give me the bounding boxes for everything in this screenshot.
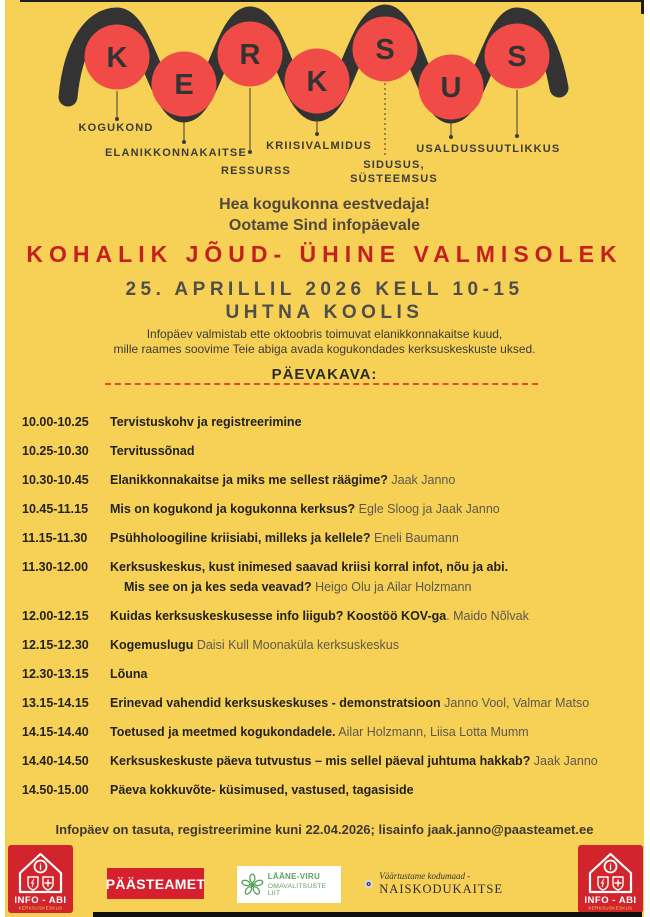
page-corner-mark — [641, 0, 644, 14]
circle-letter-s2: S — [507, 41, 527, 73]
info-abi-title: INFO - ABI — [584, 895, 637, 906]
schedule-row — [22, 472, 640, 488]
schedule-presenters: Jaak Janno — [530, 754, 598, 768]
schedule-row — [22, 530, 640, 546]
schedule-row — [22, 443, 640, 459]
event-description — [5, 327, 644, 357]
schedule-row — [22, 695, 640, 711]
event-title: KOHALIK JÕUD- ÜHINE VALMISOLEK — [26, 241, 623, 267]
star-emblem-icon — [363, 872, 374, 896]
info-abi-logo-right — [578, 845, 643, 913]
kerksus-wave-graphic — [5, 0, 644, 192]
schedule-topic: Kogemuslugu — [110, 638, 194, 652]
schedule-time: 12.00-12.15 — [22, 609, 89, 623]
flower-icon — [241, 873, 264, 897]
schedule-time: 10.30-10.45 — [22, 473, 89, 487]
schedule-row — [22, 637, 640, 653]
label-susteemsus: SÜSTEEMSUS — [350, 173, 438, 185]
paasteamet-logo: PÄÄSTEAMET — [107, 868, 204, 899]
schedule-row — [22, 724, 640, 740]
schedule-presenters: Daisi Kull Moonaküla kerksuskeskus — [193, 638, 399, 652]
label-kriisivalmidus: KRIISIVALMIDUS — [266, 140, 372, 152]
schedule-row — [22, 501, 640, 517]
schedule-time: 12.15-12.30 — [22, 638, 89, 652]
schedule-topic: Lõuna — [110, 667, 148, 681]
schedule-row — [22, 666, 640, 682]
schedule-row — [22, 608, 640, 624]
schedule-presenters: Jaak Janno — [387, 473, 456, 487]
schedule-row — [22, 782, 640, 798]
schedule-topic: Mis on kogukond ja kogukonna kerksus? — [110, 502, 356, 516]
agenda-heading: PÄEVAKAVA: — [271, 366, 378, 383]
schedule-topic: Päeva kokkuvõte- küsimused, vastused, tagasiside — [110, 783, 414, 797]
schedule-topic: Kerksuskeskuste päeva tutvustus – mis sellel päeval juhtuma hakkab? — [110, 754, 531, 768]
schedule-time: 14.40-14.50 — [22, 754, 89, 768]
schedule-presenters: Eneli Baumann — [370, 531, 459, 545]
label-kogukond: KOGUKOND — [78, 122, 154, 134]
schedule-time: 14.15-14.40 — [22, 725, 89, 739]
schedule-topic: Kerksuskeskus, kust inimesed saavad kriisi korral infot, nõu ja abi. — [110, 560, 509, 574]
page-bottom-edge — [93, 912, 642, 917]
schedule-time: 10.00-10.25 — [22, 415, 89, 429]
circle-letter-u: U — [440, 72, 462, 104]
label-suutlikkus: SUUTLIKKUS — [477, 143, 561, 155]
registration-note: Infopäev on tasuta, registreerimine kuni 22.04.2026; lisainfo jaak.janno@paasteamet.ee — [55, 822, 594, 837]
page-top-edge — [20, 0, 644, 2]
description-line2: mille raames soovime Teie abiga avada kogukondades kerksuskeskuste uksed. — [113, 342, 536, 356]
schedule-row — [22, 414, 640, 430]
poster-background — [5, 0, 644, 917]
info-abi-logo-left — [8, 845, 73, 913]
schedule-presenters: Janno Vool, Valmar Matso — [440, 696, 590, 710]
schedule-presenters: Egle Sloog ja Jaak Janno — [355, 502, 500, 516]
schedule-presenters: . Maido Nõlvak — [446, 609, 529, 623]
naiskodukaitse-name: NAISKODUKAITSE — [379, 882, 503, 896]
circle-letter-s1: S — [375, 34, 395, 66]
schedule-topic: Erinevad vahendid kerksuskeskuses - demonstratsioon — [110, 696, 441, 710]
label-usaldus: USALDUS — [416, 143, 478, 155]
greeting-line1: Hea kogukonna eestvedaja! — [219, 196, 430, 213]
greeting-text — [5, 194, 644, 236]
schedule-time: 11.15-11.30 — [22, 531, 88, 545]
schedule-time: 11.30-12.00 — [22, 560, 89, 574]
schedule-topic: Tervitussõnad — [110, 444, 195, 458]
laane-viru-logo — [237, 866, 341, 903]
schedule-time: 10.25-10.30 — [22, 444, 89, 458]
schedule-time: 13.15-14.15 — [22, 696, 89, 710]
laane-viru-line1: LÄÄNE-VIRU — [267, 872, 321, 881]
schedule-time: 10.45-11.15 — [22, 502, 89, 516]
label-ressurss: RESSURSS — [220, 165, 292, 177]
schedule-topic: Tervistuskohv ja registreerimine — [110, 415, 302, 429]
schedule-presenters: Ailar Holzmann, Liisa Lotta Mumm — [335, 725, 529, 739]
dashed-divider — [105, 383, 538, 385]
schedule-row — [22, 753, 640, 769]
schedule-topic: Psühholoogiline kriisiabi, milleks ja kellele? — [110, 531, 371, 545]
naiskodukaitse-logo — [363, 866, 503, 902]
event-datetime: 25. APRILLIL 2026 KELL 10-15 — [125, 279, 524, 300]
label-elanikkonnakaitse: ELANIKKONNAKAITSE — [104, 147, 248, 159]
svg-text:i: i — [39, 862, 42, 872]
schedule-time: 14.50-15.00 — [22, 783, 89, 797]
event-venue: UHTNA KOOLIS — [225, 302, 424, 323]
info-abi-subtitle: KERKSUSKESKUS — [18, 905, 63, 911]
schedule-time: 12.30-13.15 — [22, 667, 89, 681]
schedule-topic-line2: Mis see on ja kes seda veavad? — [124, 580, 312, 594]
circle-letter-r: R — [239, 39, 261, 71]
schedule-row — [22, 559, 640, 595]
circle-letter-e: E — [174, 69, 194, 101]
info-abi-title: INFO - ABI — [14, 895, 67, 906]
circle-letter-k2: K — [306, 66, 328, 98]
label-sidusus: SIDUSUS, — [363, 159, 425, 171]
svg-text:i: i — [609, 862, 612, 872]
info-abi-subtitle: KERKSUSKESKUS — [588, 905, 633, 911]
schedule-topic: Elanikkonnakaitse ja miks me sellest räägime? — [110, 473, 388, 487]
description-line1: Infopäev valmistab ette oktoobris toimuvat elanikkonnakaitse kuud, — [146, 327, 503, 341]
schedule-topic: Toetused ja meetmed kogukondadele. — [110, 725, 336, 739]
schedule-topic: Kuidas kerksuskeskusesse info liigub? Koostöö KOV-ga — [110, 609, 447, 623]
circle-letter-k1: K — [106, 42, 128, 74]
laane-viru-line2: OMAVALITSUSTE LIIT — [267, 883, 327, 897]
naiskodukaitse-tagline: Väärtustame kodumaad - — [379, 871, 471, 881]
schedule-list — [22, 414, 640, 811]
greeting-line2: Ootame Sind infopäevale — [228, 217, 421, 234]
schedule-presenters-line2: Heigo Olu ja Ailar Holzmann — [311, 580, 472, 594]
